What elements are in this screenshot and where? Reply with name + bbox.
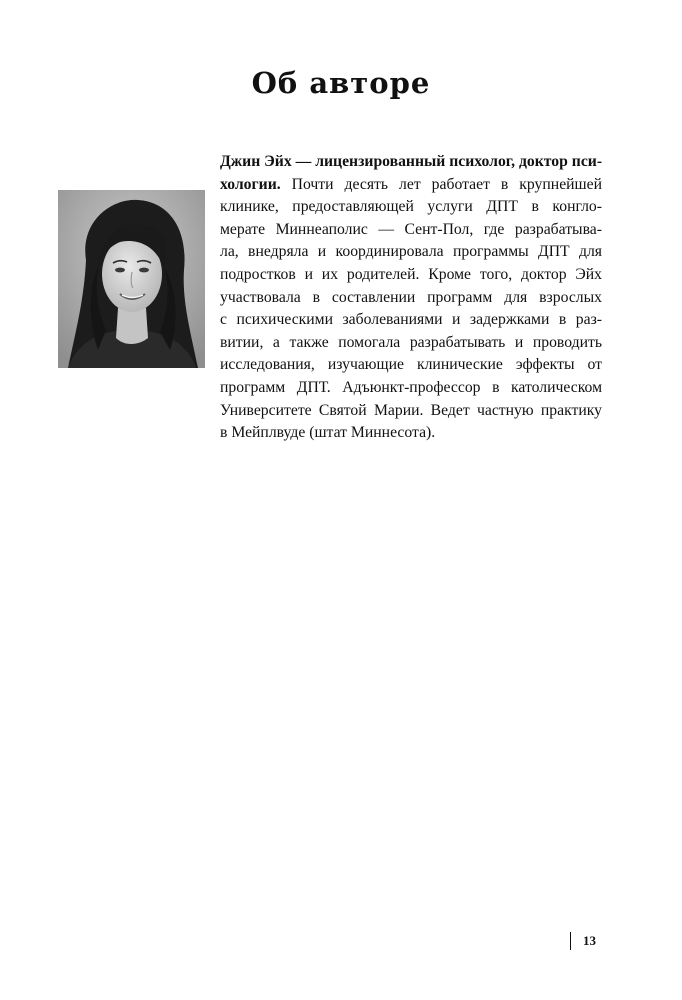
bio-line: витии, а также помогала разрабатывать и проводить bbox=[220, 333, 602, 351]
bio-line: мерате Миннеаполис — Сент-Пол, где разрабатыва- bbox=[220, 220, 602, 238]
bio-lead-end: хологии. bbox=[220, 175, 281, 193]
page-title: Об авторе bbox=[251, 66, 431, 100]
page-number: 13 bbox=[583, 933, 596, 948]
bio-line: подростков и их родителей. Кроме того, доктор Эйх bbox=[220, 265, 602, 283]
bio-line: клинике, предоставляющей услуги ДПТ в конгло- bbox=[220, 198, 602, 216]
author-photo bbox=[58, 190, 205, 368]
author-portrait-image bbox=[58, 190, 205, 368]
bio-line bbox=[220, 151, 602, 174]
bio-line: программ ДПТ. Адъюнкт-профессор в католическом bbox=[220, 378, 602, 396]
bio-lead: Джин Эйх — лицензированный психолог, доктор пси- bbox=[220, 153, 603, 170]
author-bio bbox=[220, 151, 602, 445]
footer-divider bbox=[570, 932, 571, 950]
bio-line: исследования, изучающие клинические эффекты от bbox=[220, 356, 602, 374]
bio-line: хологии. Почти десять лет работает в крупнейшей bbox=[220, 175, 602, 193]
bio-line: ла, внедряла и координировала программы ДПТ для bbox=[220, 243, 602, 261]
bio-line: с психическими заболеваниями и задержками в раз- bbox=[220, 311, 602, 329]
bio-line: в Мейплвуде (штат Миннесота). bbox=[220, 424, 436, 442]
bio-line: участвовала в составлении программ для взрослых bbox=[220, 288, 602, 306]
bio-line: Университете Святой Марии. Ведет частную практику bbox=[220, 401, 602, 419]
